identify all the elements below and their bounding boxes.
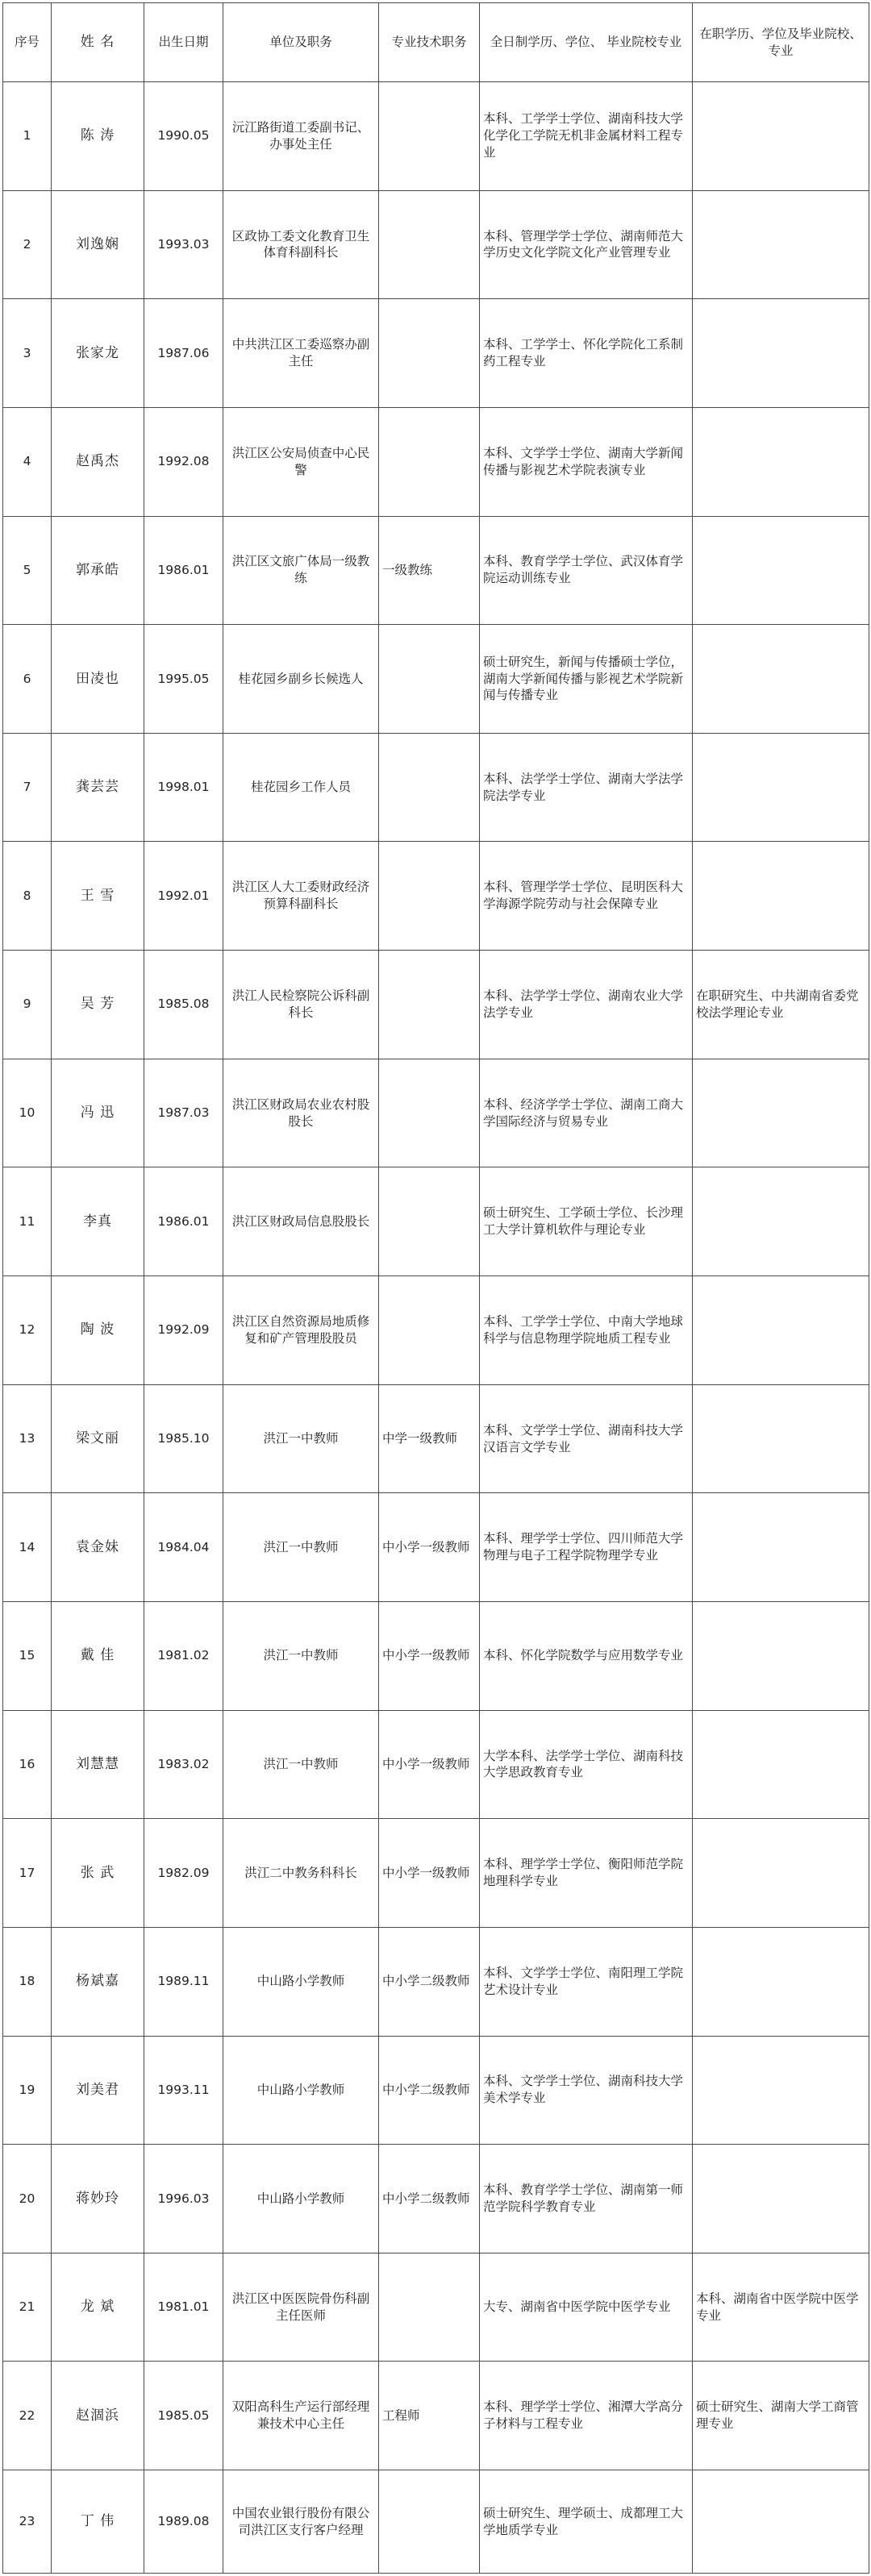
cell-no: 14 — [3, 1493, 52, 1602]
cell-unit: 洪江一中教师 — [223, 1601, 379, 1710]
cell-full-edu: 本科、文学学士学位、湖南科技大学美术学专业 — [480, 2036, 693, 2145]
cell-part-edu — [693, 1167, 869, 1276]
cell-part-edu — [693, 407, 869, 516]
table-row — [3, 1493, 869, 1602]
cell-part-edu — [693, 1384, 869, 1493]
cell-full-edu: 本科、工学学士学位、湖南科技大学化学化工学院无机非金属材料工程专业 — [480, 82, 693, 191]
cell-title: 中学一级教师 — [379, 1384, 480, 1493]
cell-part-edu — [693, 2036, 869, 2145]
cell-no: 17 — [3, 1819, 52, 1928]
cell-part-edu — [693, 1927, 869, 2036]
cell-no: 6 — [3, 625, 52, 734]
cell-part-edu — [693, 842, 869, 951]
cell-name: 陈 涛 — [52, 82, 144, 191]
cell-unit: 桂花园乡副乡长候选人 — [223, 625, 379, 734]
cell-birth: 1996.03 — [144, 2145, 223, 2253]
cell-name: 蒋妙玲 — [52, 2145, 144, 2253]
cell-unit: 洪江一中教师 — [223, 1493, 379, 1602]
cell-full-edu: 本科、法学学士学位、湖南农业大学法学专业 — [480, 951, 693, 1059]
cell-birth: 1981.02 — [144, 1601, 223, 1710]
cell-full-edu: 本科、文学学士学位、湖南大学新闻传播与影视艺术学院表演专业 — [480, 407, 693, 516]
header-name: 姓 名 — [52, 3, 144, 82]
cell-unit: 洪江区中医医院骨伤科副主任医师 — [223, 2253, 379, 2362]
cell-part-edu — [693, 1710, 869, 1819]
header-birth: 出生日期 — [144, 3, 223, 82]
cell-no: 23 — [3, 2470, 52, 2574]
cell-title — [379, 951, 480, 1059]
table-row — [3, 1276, 869, 1385]
cell-title: 中小学二级教师 — [379, 2036, 480, 2145]
cell-part-edu — [693, 2470, 869, 2574]
cell-birth: 1995.05 — [144, 625, 223, 734]
table-row — [3, 1819, 869, 1928]
cell-part-edu — [693, 82, 869, 191]
cell-part-edu: 在职研究生、中共湖南省委党校法学理论专业 — [693, 951, 869, 1059]
cell-unit: 双阳高科生产运行部经理兼技术中心主任 — [223, 2362, 379, 2470]
cell-unit: 中山路小学教师 — [223, 2036, 379, 2145]
cell-birth: 1992.01 — [144, 842, 223, 951]
cell-no: 22 — [3, 2362, 52, 2470]
cell-no: 5 — [3, 516, 52, 625]
cell-part-edu — [693, 625, 869, 734]
cell-name: 冯 迅 — [52, 1059, 144, 1167]
cell-no: 9 — [3, 951, 52, 1059]
table-row — [3, 299, 869, 408]
table-row — [3, 733, 869, 842]
cell-unit: 洪江一中教师 — [223, 1710, 379, 1819]
cell-full-edu: 硕士研究生、工学硕士学位、长沙理工大学计算机软件与理论专业 — [480, 1167, 693, 1276]
cell-full-edu: 本科、理学学士学位、四川师范大学物理与电子工程学院物理学专业 — [480, 1493, 693, 1602]
table-row — [3, 1059, 869, 1167]
cell-title: 中小学一级教师 — [379, 1819, 480, 1928]
cell-full-edu: 大学本科、法学学士学位、湖南科技大学思政教育专业 — [480, 1710, 693, 1819]
cell-unit: 洪江区公安局侦查中心民警 — [223, 407, 379, 516]
table-row — [3, 625, 869, 734]
cell-name: 袁金妹 — [52, 1493, 144, 1602]
table-row — [3, 2036, 869, 2145]
cell-title: 中小学一级教师 — [379, 1710, 480, 1819]
cell-unit: 洪江区财政局农业农村股股长 — [223, 1059, 379, 1167]
header-no: 序号 — [3, 3, 52, 82]
cell-name: 郭承皓 — [52, 516, 144, 625]
cell-unit: 洪江区文旅广体局一级教练 — [223, 516, 379, 625]
cell-name: 龚芸芸 — [52, 733, 144, 842]
cell-title — [379, 2470, 480, 2574]
cell-unit: 洪江人民检察院公诉科副科长 — [223, 951, 379, 1059]
cell-no: 11 — [3, 1167, 52, 1276]
cell-full-edu: 本科、理学学士学位、衡阳师范学院地理科学专业 — [480, 1819, 693, 1928]
cell-title: 工程师 — [379, 2362, 480, 2470]
cell-birth: 1990.05 — [144, 82, 223, 191]
cell-unit: 洪江一中教师 — [223, 1384, 379, 1493]
table-row — [3, 951, 869, 1059]
cell-title: 中小学二级教师 — [379, 1927, 480, 2036]
cell-name: 龙 斌 — [52, 2253, 144, 2362]
cell-name: 丁 伟 — [52, 2470, 144, 2574]
cell-full-edu: 本科、教育学学士学位、湖南第一师范学院科学教育专业 — [480, 2145, 693, 2253]
cell-title — [379, 407, 480, 516]
cell-part-edu: 硕士研究生、湖南大学工商管理专业 — [693, 2362, 869, 2470]
cell-title — [379, 625, 480, 734]
cell-title — [379, 299, 480, 408]
cell-name: 张家龙 — [52, 299, 144, 408]
cell-birth: 1983.02 — [144, 1710, 223, 1819]
cell-birth: 1992.09 — [144, 1276, 223, 1385]
cell-full-edu: 硕士研究生，新闻与传播硕士学位，湖南大学新闻传播与影视艺术学院新闻与传播专业 — [480, 625, 693, 734]
roster-body — [3, 82, 869, 2574]
cell-birth: 1989.11 — [144, 1927, 223, 2036]
cell-title: 中小学二级教师 — [379, 2145, 480, 2253]
cell-no: 2 — [3, 190, 52, 299]
cell-name: 赵禹杰 — [52, 407, 144, 516]
cell-title — [379, 842, 480, 951]
cell-no: 18 — [3, 1927, 52, 2036]
candidate-roster-table — [2, 2, 869, 2574]
cell-part-edu — [693, 733, 869, 842]
cell-unit: 中国农业银行股份有限公司洪江区支行客户经理 — [223, 2470, 379, 2574]
cell-no: 4 — [3, 407, 52, 516]
cell-part-edu — [693, 1493, 869, 1602]
cell-full-edu: 本科、教育学学士学位、武汉体育学院运动训练专业 — [480, 516, 693, 625]
cell-no: 21 — [3, 2253, 52, 2362]
cell-birth: 1987.03 — [144, 1059, 223, 1167]
table-row — [3, 516, 869, 625]
cell-part-edu — [693, 1601, 869, 1710]
cell-name: 梁文丽 — [52, 1384, 144, 1493]
cell-birth: 1987.06 — [144, 299, 223, 408]
table-row — [3, 1167, 869, 1276]
cell-name: 赵涸浜 — [52, 2362, 144, 2470]
cell-unit: 沅江路街道工委副书记、办事处主任 — [223, 82, 379, 191]
cell-part-edu: 本科、湖南省中医学院中医学专业 — [693, 2253, 869, 2362]
cell-title — [379, 1167, 480, 1276]
cell-name: 陶 波 — [52, 1276, 144, 1385]
cell-unit: 洪江区人大工委财政经济预算科副科长 — [223, 842, 379, 951]
cell-name: 刘逸娴 — [52, 190, 144, 299]
cell-part-edu — [693, 1819, 869, 1928]
table-row — [3, 190, 869, 299]
cell-name: 戴 佳 — [52, 1601, 144, 1710]
cell-no: 16 — [3, 1710, 52, 1819]
cell-full-edu: 本科、管理学学士学位、昆明医科大学海源学院劳动与社会保障专业 — [480, 842, 693, 951]
cell-part-edu — [693, 299, 869, 408]
cell-no: 7 — [3, 733, 52, 842]
cell-title: 一级教练 — [379, 516, 480, 625]
table-row — [3, 2470, 869, 2574]
cell-title — [379, 1059, 480, 1167]
table-row — [3, 1601, 869, 1710]
cell-birth: 1993.11 — [144, 2036, 223, 2145]
cell-unit: 中山路小学教师 — [223, 1927, 379, 2036]
table-row — [3, 407, 869, 516]
cell-name: 刘慧慧 — [52, 1710, 144, 1819]
cell-no: 12 — [3, 1276, 52, 1385]
cell-full-edu: 本科、法学学士学位、湖南大学法学院法学专业 — [480, 733, 693, 842]
cell-birth: 1985.08 — [144, 951, 223, 1059]
header-unit: 单位及职务 — [223, 3, 379, 82]
cell-name: 李真 — [52, 1167, 144, 1276]
cell-full-edu: 本科、文学学士学位、南阳理工学院艺术设计专业 — [480, 1927, 693, 2036]
cell-full-edu: 本科、经济学学士学位、湖南工商大学国际经济与贸易专业 — [480, 1059, 693, 1167]
header-part-edu: 在职学历、学位及毕业院校、专业 — [693, 3, 869, 82]
cell-title: 中小学一级教师 — [379, 1601, 480, 1710]
cell-title — [379, 82, 480, 191]
cell-part-edu — [693, 1059, 869, 1167]
cell-no: 20 — [3, 2145, 52, 2253]
cell-birth: 1986.01 — [144, 1167, 223, 1276]
cell-title — [379, 1276, 480, 1385]
cell-full-edu: 本科、工学学士、怀化学院化工系制药工程专业 — [480, 299, 693, 408]
table-row — [3, 82, 869, 191]
cell-title — [379, 190, 480, 299]
header-row — [3, 3, 869, 82]
cell-birth: 1981.01 — [144, 2253, 223, 2362]
cell-full-edu: 本科、管理学学士学位、湖南师范大学历史文化学院文化产业管理专业 — [480, 190, 693, 299]
cell-part-edu — [693, 516, 869, 625]
cell-no: 1 — [3, 82, 52, 191]
cell-no: 10 — [3, 1059, 52, 1167]
cell-unit: 区政协工委文化教育卫生体育科副科长 — [223, 190, 379, 299]
cell-birth: 1989.08 — [144, 2470, 223, 2574]
cell-no: 8 — [3, 842, 52, 951]
cell-full-edu: 本科、工学学士学位、中南大学地球科学与信息物理学院地质工程专业 — [480, 1276, 693, 1385]
cell-birth: 1982.09 — [144, 1819, 223, 1928]
cell-unit: 中山路小学教师 — [223, 2145, 379, 2253]
cell-no: 15 — [3, 1601, 52, 1710]
cell-birth: 1985.10 — [144, 1384, 223, 1493]
cell-title — [379, 2253, 480, 2362]
cell-birth: 1993.03 — [144, 190, 223, 299]
cell-unit: 桂花园乡工作人员 — [223, 733, 379, 842]
cell-full-edu: 硕士研究生、理学硕士、成都理工大学地质学专业 — [480, 2470, 693, 2574]
cell-part-edu — [693, 190, 869, 299]
cell-no: 13 — [3, 1384, 52, 1493]
table-row — [3, 1927, 869, 2036]
cell-title: 中小学一级教师 — [379, 1493, 480, 1602]
cell-name: 田凌也 — [52, 625, 144, 734]
cell-unit: 洪江区财政局信息股股长 — [223, 1167, 379, 1276]
cell-unit: 中共洪江区工委巡察办副主任 — [223, 299, 379, 408]
cell-name: 刘美君 — [52, 2036, 144, 2145]
cell-unit: 洪江二中教务科科长 — [223, 1819, 379, 1928]
cell-birth: 1986.01 — [144, 516, 223, 625]
table-row — [3, 2145, 869, 2253]
cell-no: 19 — [3, 2036, 52, 2145]
cell-unit: 洪江区自然资源局地质修复和矿产管理股股员 — [223, 1276, 379, 1385]
header-title: 专业技术职务 — [379, 3, 480, 82]
table-row — [3, 2362, 869, 2470]
cell-title — [379, 733, 480, 842]
header-full-edu: 全日制学历、学位、 毕业院校专业 — [480, 3, 693, 82]
cell-full-edu: 大专、湖南省中医学院中医学专业 — [480, 2253, 693, 2362]
table-row — [3, 1710, 869, 1819]
cell-no: 3 — [3, 299, 52, 408]
table-row — [3, 842, 869, 951]
cell-name: 杨斌嘉 — [52, 1927, 144, 2036]
cell-birth: 1992.08 — [144, 407, 223, 516]
cell-name: 王 雪 — [52, 842, 144, 951]
cell-name: 张 武 — [52, 1819, 144, 1928]
cell-name: 吴 芳 — [52, 951, 144, 1059]
cell-birth: 1998.01 — [144, 733, 223, 842]
cell-full-edu: 本科、文学学士学位、湖南科技大学汉语言文学专业 — [480, 1384, 693, 1493]
table-row — [3, 2253, 869, 2362]
cell-part-edu — [693, 2145, 869, 2253]
table-row — [3, 1384, 869, 1493]
cell-full-edu: 本科、怀化学院数学与应用数学专业 — [480, 1601, 693, 1710]
cell-birth: 1985.05 — [144, 2362, 223, 2470]
cell-full-edu: 本科、理学学士学位、湘潭大学高分子材料与工程专业 — [480, 2362, 693, 2470]
cell-birth: 1984.04 — [144, 1493, 223, 1602]
cell-part-edu — [693, 1276, 869, 1385]
